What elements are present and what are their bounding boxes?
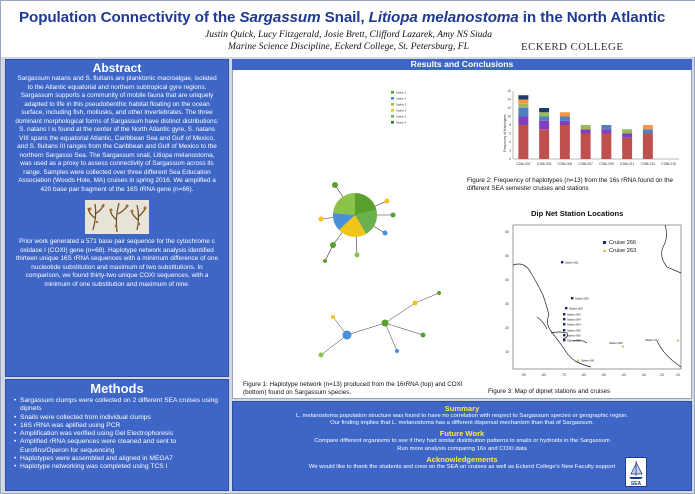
- network-node: [330, 242, 336, 248]
- network-node: [383, 231, 388, 236]
- future-work-heading: Future Work: [439, 429, 485, 439]
- network-large-node: [333, 193, 377, 237]
- methods-item: • Amplification was verified using Gel Electrophoresis: [14, 430, 222, 438]
- future-work-line: Compare different organisms to see if they had similar distribution patterns to snails or hydroids in the Sargassum: [314, 438, 610, 445]
- haplotype-network-figure: [235, 73, 473, 381]
- chart-bar: [539, 117, 549, 121]
- network-node: [319, 217, 324, 222]
- methods-item: • 16S rRNA was aplified using PCR: [14, 422, 222, 430]
- station-label: Station 004: [567, 323, 581, 327]
- network-node: [382, 320, 389, 327]
- chart-bar: [518, 117, 528, 126]
- map-title: Dip Net Station Locations: [531, 209, 624, 218]
- chart-bar: [518, 95, 528, 99]
- chart-x-tick: C266-003: [536, 162, 552, 166]
- chart-y-tick: 10: [507, 114, 511, 119]
- station-label: Station 004: [567, 318, 581, 322]
- methods-panel: [5, 379, 229, 491]
- chart-bar: [622, 134, 632, 138]
- abstract-paragraph-1: Sargassum natans and S. fluitans are planktonic macroalgae, isolated to the Atlantic equatorial and northern subtropical gyre regions. Sargassum supports a community of mobile fauna that are uniquely adapted to life in this pseudobenthic habitat floating on the ocean surface, including fish, mollusks, and other invertebrates. The three dominant morphological forms of Sargassum have distinct distributions: S. natans I is found at the center of the North Atlantic gyre, S. natans VIII spans the equatorial Atlantic, Caribbean Sea and Gulf of Mexico, and S. fluitans III ranges from the Caribbean and Gulf of Mexico to the northern Sargasso Sea. The Sargassum snail, Litiopa melanostoma, was used as a proxy to assess connectivity of Sargassum across its range. Samples were collected over three different Sea Education Association (Woods Hole, MA) cruises in spring 2016. We amplified a 420 base pair fragment of the 16S rRNA gene (n=66).: [15, 75, 219, 193]
- chart-x-tick: C266-011: [620, 162, 635, 166]
- legend-entry: Station 4: [396, 109, 407, 113]
- chart-y-tick: 14: [507, 97, 511, 102]
- map-x-tick: -50: [601, 373, 606, 377]
- network-node: [413, 301, 418, 306]
- chart-bar: [581, 125, 591, 129]
- chart-bar: [539, 112, 549, 116]
- methods-item: • Haplotype networking was completed using TCS I: [14, 463, 222, 471]
- sea-logo: [625, 457, 647, 487]
- abstract-heading: Abstract: [92, 61, 142, 75]
- map-y-tick: 50: [505, 254, 509, 258]
- map-y-tick: 30: [505, 302, 509, 306]
- chart-bar: [581, 134, 591, 160]
- chart-bar: [601, 129, 611, 133]
- map-x-tick: -60: [581, 373, 586, 377]
- map-x-tick: -70: [561, 373, 566, 377]
- title-italic: Sargassum: [239, 9, 321, 26]
- chart-bar: [560, 112, 570, 116]
- station-label: Station 005: [567, 329, 581, 333]
- title-part: in the North Atlantic: [518, 9, 666, 26]
- chart-bar: [560, 121, 570, 125]
- chart-bar: [601, 125, 611, 129]
- chart-bar: [539, 108, 549, 112]
- legend-entry: Station 5: [396, 115, 407, 119]
- chart-y-tick: 4: [509, 140, 511, 144]
- authors: Justin Quick, Lucy Fitzgerald, Josie Brett, Clifford Lazarek, Amy NS Siuda: [204, 29, 493, 40]
- chart-bar: [539, 121, 549, 130]
- chart-x-tick: C266-015: [661, 162, 676, 166]
- legend-cruise-263: Cruise 263: [609, 248, 637, 254]
- legend-entry: Station 3: [396, 103, 407, 107]
- results-heading: Results and Conclusions: [410, 59, 514, 69]
- network-node: [395, 349, 399, 353]
- figure-1-caption: Figure 1: Haplotype network (n=13) produced from the 16rRNA (top) and COXI (bottom) found on Sargassum species.: [243, 381, 463, 396]
- legend-entry: Station 2: [396, 97, 407, 101]
- chart-bar: [601, 134, 611, 160]
- station-label: Station 003: [569, 307, 583, 311]
- title-italic: Litiopa melanostoma: [368, 9, 519, 26]
- network-legend: [391, 91, 407, 125]
- chart-y-label: Frequency of Haplotypes: [503, 114, 507, 152]
- map-y-tick: 40: [505, 278, 509, 282]
- acknowledgements-heading: Acknowledgements: [426, 454, 498, 464]
- network-node: [437, 291, 441, 295]
- summary-panel: [232, 401, 692, 491]
- figure-2-caption: Figure 2: Frequency of haplotypes (n=13) from the 16s rRNA found on the different SEA semester cruises and stations: [467, 177, 673, 192]
- chart-x-tick: C266-007: [578, 162, 593, 166]
- chart-x-tick: C266-009: [599, 162, 614, 166]
- chart-bar: [643, 129, 653, 133]
- station-label: Station 017: [645, 339, 659, 342]
- results-header: [232, 59, 692, 70]
- station-label: Station 008: [567, 339, 581, 343]
- chart-y-tick: 0: [509, 157, 511, 161]
- map-x-tick: -40: [621, 373, 626, 377]
- chart-bar: [518, 108, 528, 117]
- title-part: Snail,: [320, 9, 369, 26]
- network-node: [319, 353, 324, 358]
- network-node: [323, 259, 327, 263]
- legend-cruise-266: Cruise 266: [609, 240, 637, 246]
- map-x-tick: -20: [659, 373, 664, 377]
- chart-bar: [622, 138, 632, 159]
- station-label: Station 004: [567, 313, 581, 317]
- station-label: Station 006: [567, 334, 581, 338]
- station-label: Station 001: [565, 261, 579, 265]
- methods-item: • Sargassum clumps were collected on 2 different SEA cruises using dipnets: [14, 397, 222, 414]
- sargassum-photo: [85, 200, 149, 234]
- header: [1, 1, 695, 57]
- methods-item: • Amplified rRNA sequences were cleaned and sent to Eurofins/Operon for sequencing: [14, 438, 222, 455]
- affiliation: Marine Science Discipline, Eckerd College, St. Petersburg, FL: [228, 41, 469, 52]
- haplotype-frequency-chart: [493, 85, 683, 177]
- chart-x-tick: C266-001: [516, 162, 531, 166]
- station-label: Station 009: [575, 297, 589, 301]
- station-label: Station 041: [581, 359, 595, 363]
- map-x-tick: -80: [541, 373, 546, 377]
- abstract-panel: [5, 59, 229, 377]
- future-work-line: Run more analysis comparing 16s and COXI data: [397, 445, 527, 452]
- legend-entry: Station 1: [396, 91, 407, 95]
- chart-y-tick: 6: [509, 131, 511, 136]
- station-map: [497, 221, 687, 383]
- coxi-network: [321, 293, 439, 355]
- figure-3-caption: Figure 3: Map of dipnet stations and cruises: [488, 388, 611, 395]
- station-label: Station 009: [609, 342, 623, 345]
- chart-bar: [560, 117, 570, 121]
- chart-bar: [622, 129, 632, 133]
- summary-heading: Summary: [444, 404, 480, 413]
- chart-bar: [581, 129, 591, 133]
- network-node: [355, 253, 360, 258]
- methods-heading: Methods: [90, 381, 144, 396]
- network-node: [331, 315, 335, 319]
- chart-x-tick: C266-013: [640, 162, 656, 166]
- map-x-tick: -30: [641, 373, 646, 377]
- methods-list: [6, 396, 228, 472]
- title-part: Population Connectivity of the: [19, 9, 240, 26]
- chart-bar: [643, 134, 653, 160]
- chart-bar: [518, 104, 528, 108]
- summary-line: L. melanostoma population structure was found to have no correlation with respect to Sargassum species or geographic region.: [295, 413, 629, 419]
- methods-item: • Snails were collected from individual clumps: [14, 414, 222, 422]
- map-x-tick: -10: [675, 373, 680, 377]
- chart-y-tick: 12: [507, 106, 511, 110]
- network-node: [421, 333, 426, 338]
- chart-x-tick: C266-005: [557, 162, 573, 166]
- methods-item: • Haplotypes were assembled and aligned in MEGA7: [14, 455, 222, 463]
- map-y-tick: 20: [505, 326, 509, 330]
- network-node: [343, 331, 352, 340]
- chart-bar: [643, 125, 653, 129]
- summary-line: Our finding implies that L. melanostoma has a different dispersal mechanism than that of Sargassum.: [330, 420, 594, 427]
- abstract-body: [6, 75, 228, 289]
- acknowledgements-line: We would like to thank the students and crew on the SEA on cruises as well as Eckerd College's New Faculty support: [308, 463, 616, 470]
- network-node: [385, 199, 390, 204]
- map-y-tick: 60: [505, 230, 509, 234]
- network-node: [391, 213, 396, 218]
- chart-y-tick: 16: [507, 89, 511, 93]
- chart-bar: [518, 125, 528, 159]
- poster-title: [19, 9, 665, 26]
- legend-entry: Station 6: [396, 121, 407, 125]
- chart-bar: [560, 125, 570, 159]
- eckerd-logo: ECKERD COLLEGE: [521, 41, 624, 53]
- map-frame: [513, 225, 681, 369]
- network-node: [332, 182, 338, 188]
- map-y-tick: 10: [505, 350, 509, 354]
- chart-bar: [539, 129, 549, 159]
- chart-y-tick: 8: [509, 123, 511, 127]
- map-x-tick: -90: [521, 373, 526, 377]
- abstract-paragraph-2: Prior work generated a 571 base pair sequence for the cytochrome c oxidase I (COXI) gene (n=68). Haplotype network analysis identified thirteen unique 16S rRNA sequences with a minimum difference of one nucleotide substitution and maximum of two substitutions. In comparison, we found thirty-two unique COXI sequences, with a minimum of one substitution and maximum of nine.: [15, 238, 219, 288]
- sea-logo-text: SEA: [630, 481, 642, 486]
- chart-y-tick: 2: [509, 148, 511, 153]
- chart-bar: [518, 100, 528, 104]
